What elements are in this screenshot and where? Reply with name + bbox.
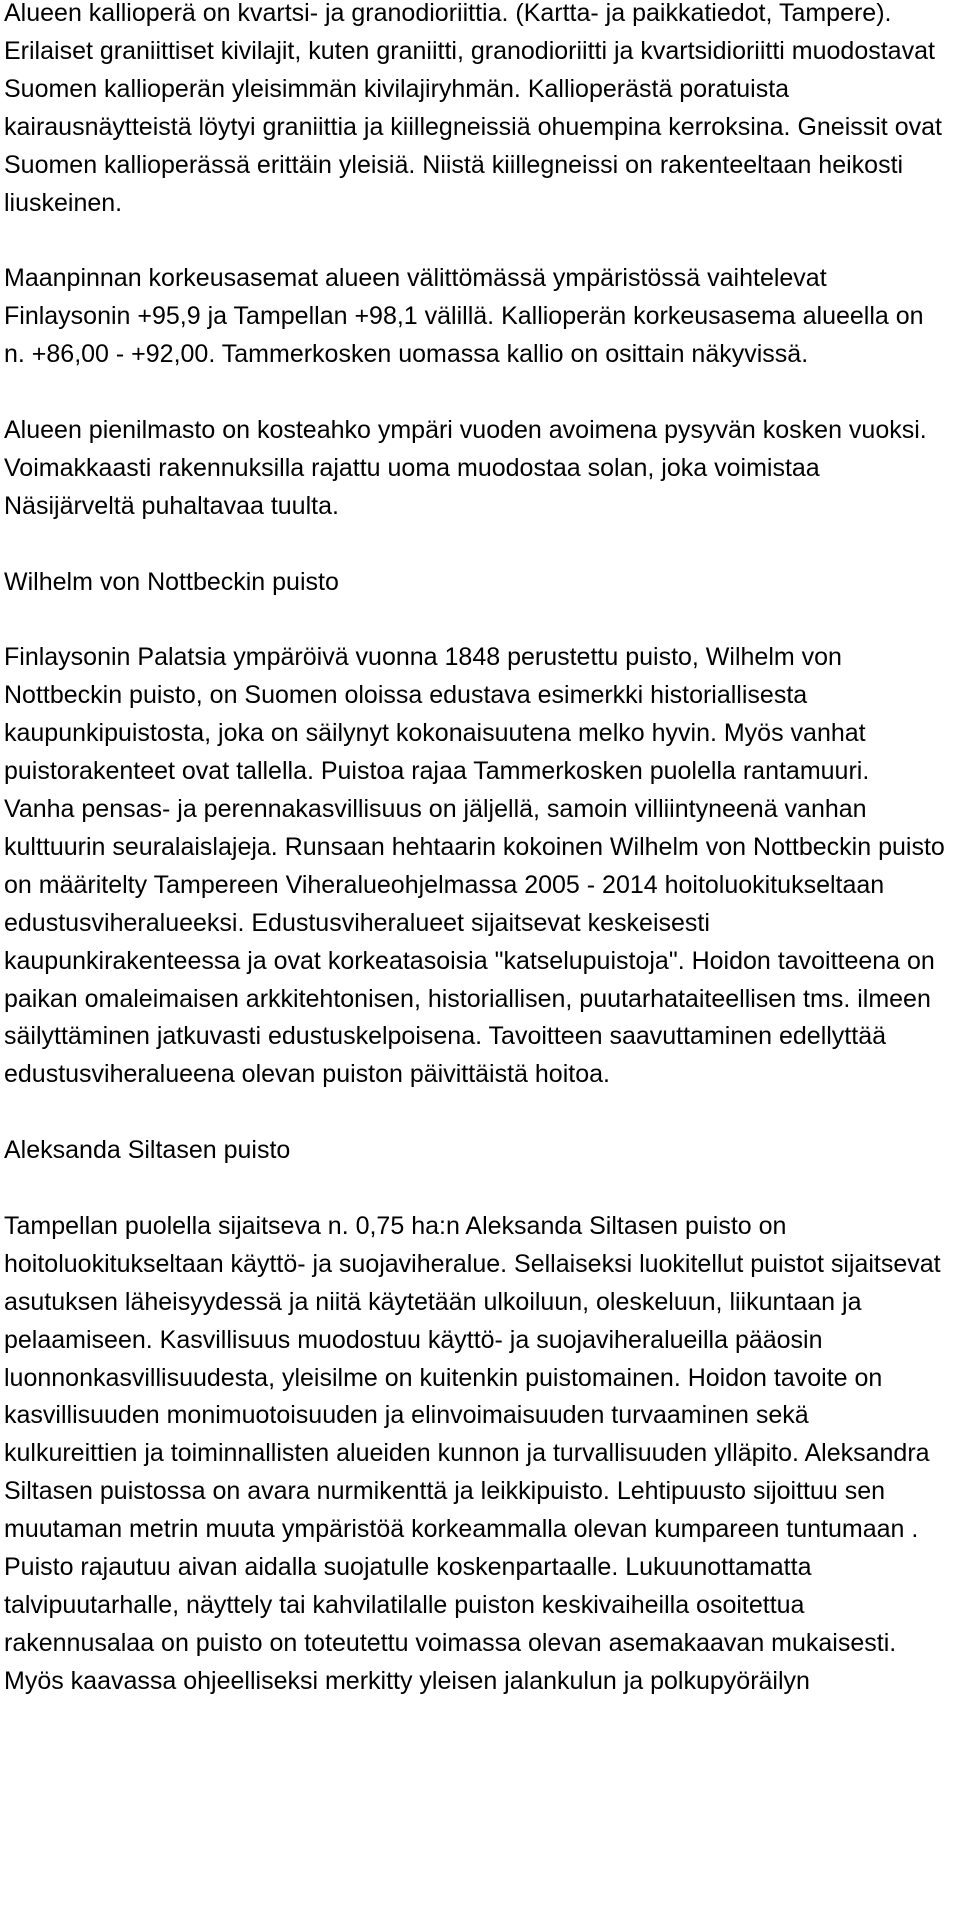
paragraph-microclimate: Alueen pienilmasto on kosteahko ympäri vuoden avoimena pysyvän kosken vuoksi. Voimakkaasti rakennuksilla rajattu uoma muodostaa solan, joka voimistaa Näsijärveltä puhaltavaa tuulta. bbox=[4, 415, 927, 520]
paragraph-bedrock: Alueen kallioperä on kvartsi- ja granodioriittia. (Kartta- ja paikkatiedot, Tampere). Erilaiset graniittiset kivilajit, kuten graniitti, granodioriitti ja kvartsidioriitti muodostavat Suomen kallioperän yleisimmän kivilajiryhmän. Kallioperästä poratuista kairausnäytteistä löytyi graniittia ja kiillegneissiä ohuempina kerroksina. Gneissit ovat Suomen kallioperässä erittäin yleisiä. Niistä kiillegneissi on rakenteeltaan heikosti liuskeinen. bbox=[4, 0, 942, 217]
section-heading-siltanen-park: Aleksanda Siltasen puisto bbox=[4, 1136, 291, 1165]
paragraph-elevation: Maanpinnan korkeusasemat alueen välittömässä ympäristössä vaihtelevat Finlaysonin +95,9 ja Tampellan +98,1 välillä. Kallioperän korkeusasema alueella on n. +86,00 - +92,00. Tammerkosken uomassa kallio on osittain näkyvissä. bbox=[4, 264, 924, 369]
paragraph-siltanen-park: Tampellan puolella sijaitseva n. 0,75 ha:n Aleksanda Siltasen puisto on hoitoluokitukseltaan käyttö- ja suojaviheralue. Sellaiseksi luokitellut puistot sijaitsevat asutuksen läheisyydessä ja niitä käytetään ulkoiluun, oleskeluun, liikuntaan ja pelaamiseen. Kasvillisuus muodostuu käyttö- ja suojaviheralueilla pääosin luonnonkasvillisuudesta, yleisilme on kuitenkin puistomainen. Hoidon tavoite on kasvillisuuden monimuotoisuuden ja elinvoimaisuuden turvaaminen sekä kulkureittien ja toiminnallisten alueiden kunnon ja turvallisuuden ylläpito. Aleksandra Siltasen puistossa on avara nurmikenttä ja leikkipuisto. Lehtipuusto sijoittuu sen muutaman metrin muuta ympäristöä korkeammalla olevan kumpareen tuntumaan . Puisto rajautuu aivan aidalla suojatulle koskenpartaalle. Lukuunottamatta talvipuutarhalle, näyttely tai kahvilatilalle puiston keskivaiheilla osoitettua rakennusalaa on puisto on toteutettu voimassa olevan asemakaavan mukaisesti. Myös kaavassa ohjeelliseksi merkitty yleisen jalankulun ja polkupyöräilyn bbox=[4, 1211, 941, 1695]
paragraph-nottbeck-park: Finlaysonin Palatsia ympäröivä vuonna 1848 perustettu puisto, Wilhelm von Nottbeckin puisto, on Suomen oloissa edustava esimerkki historiallisesta kaupunkipuistosta, joka on säilynyt kokonaisuutena melko hyvin. Myös vanhat puistorakenteet ovat tallella. Puistoa rajaa Tammerkosken puolella rantamuuri. Vanha pensas- ja perennakasvillisuus on jäljellä, samoin villiintyneenä vanhan kulttuurin seuralaislajeja. Runsaan hehtaarin kokoinen Wilhelm von Nottbeckin puisto on määritelty Tampereen Viheralueohjelmassa 2005 - 2014 hoitoluokitukseltaan edustusviheralueeksi. Edustusviheralueet sijaitsevat keskeisesti kaupunkirakenteessa ja ovat korkeatasoisia "katselupuistoja". Hoidon tavoitteena on paikan omaleimaisen arkkitehtonisen, historiallisen, puutarhataiteellisen tms. ilmeen säilyttäminen jatkuvasti edustuskelpoisena. Tavoitteen saavuttaminen edellyttää edustusviheralueena olevan puiston päivittäistä hoitoa. bbox=[4, 643, 945, 1089]
section-heading-nottbeck-park: Wilhelm von Nottbeckin puisto bbox=[4, 567, 339, 596]
